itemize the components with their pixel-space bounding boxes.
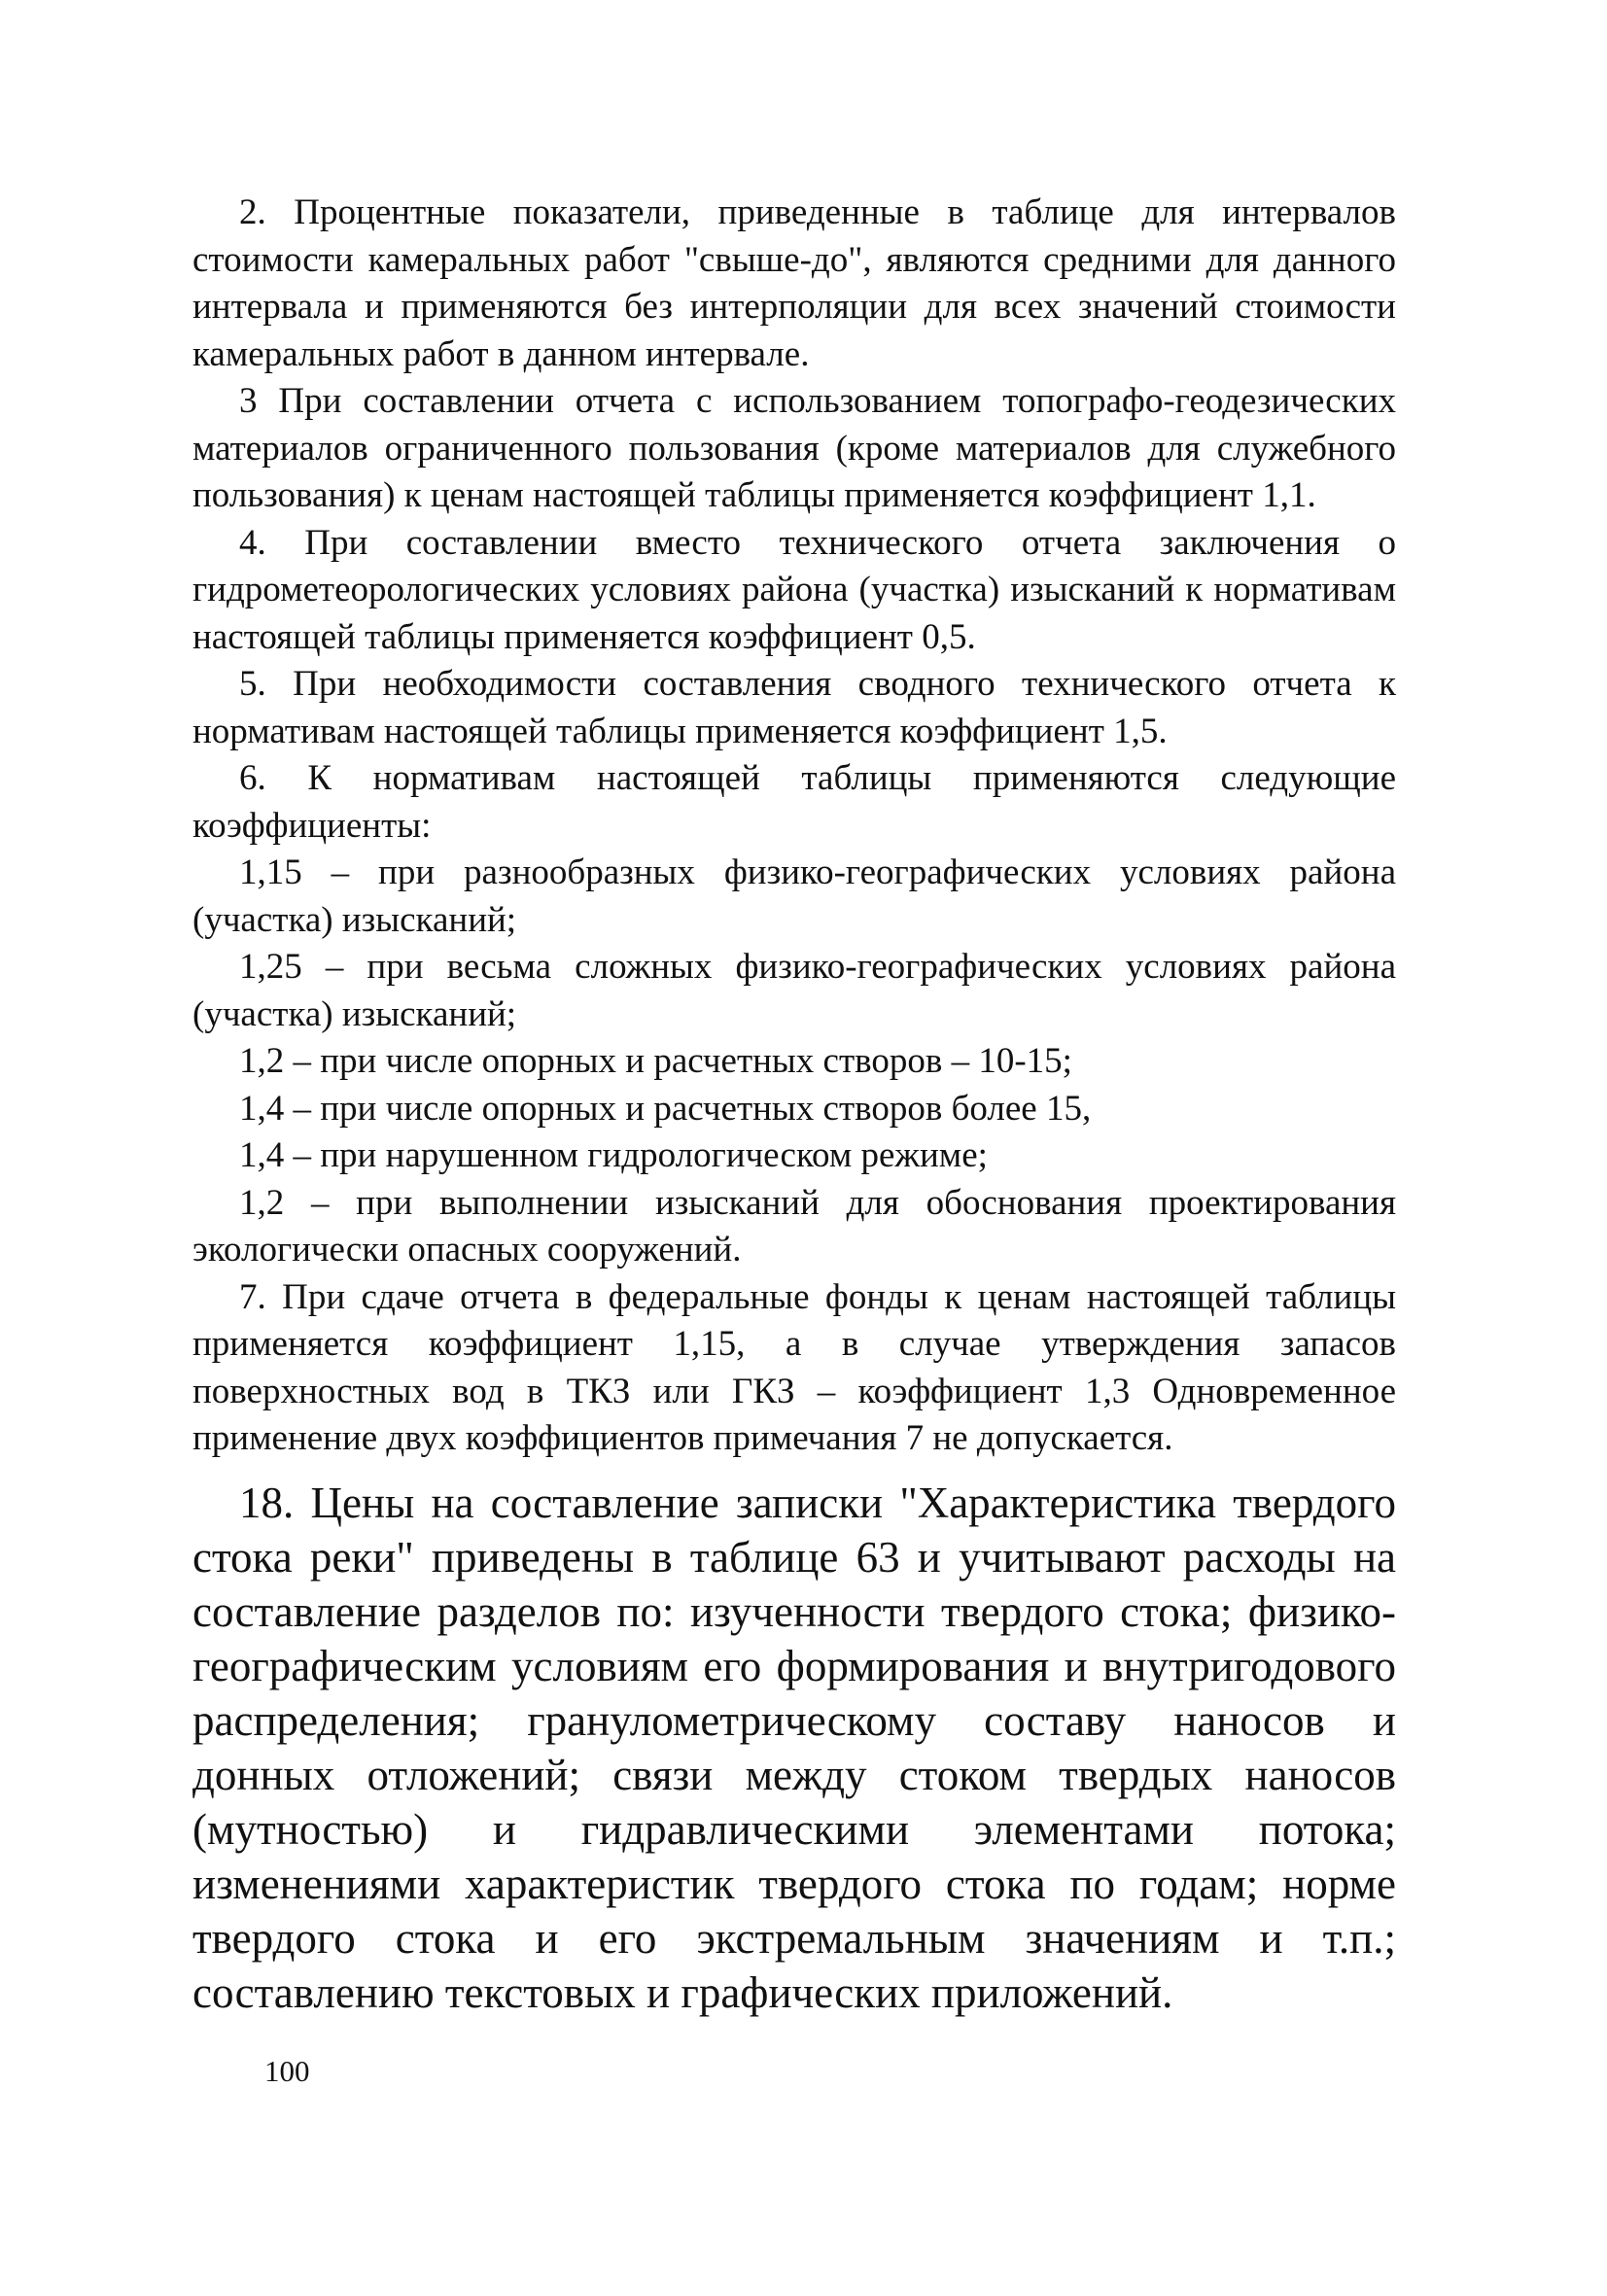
section-18	[192, 1476, 1396, 2020]
note-6-coefficient-4: 1,4 – при числе опорных и расчетных створов более 15,	[239, 1088, 1092, 1129]
page-number: 100	[264, 2054, 310, 2088]
note-7: 7. При сдаче отчета в федеральные фонды к ценам настоящей таблицы применяется коэффициент 1,15, а в случае утверждения запасов поверхностных вод в ТКЗ или ГКЗ – коэффициент 1,3 Одновременное применение двух коэффициентов примечания 7 не допускается.	[192, 1276, 1396, 1458]
note-6: 6. К нормативам настоящей таблицы применяются следующие коэффициенты:	[192, 758, 1396, 846]
note-5: 5. При необходимости составления сводного технического отчета к нормативам настоящей таблицы применяется коэффициент 1,5.	[192, 664, 1396, 751]
table-notes	[192, 190, 1396, 1463]
note-6-coefficient-6: 1,2 – при выполнении изысканий для обоснования проектирования экологически опасных сооружений.	[192, 1182, 1396, 1270]
note-6-coefficient-5: 1,4 – при нарушенном гидрологическом режиме;	[239, 1135, 988, 1175]
note-6-coefficient-3: 1,2 – при числе опорных и расчетных створов – 10-15;	[239, 1041, 1072, 1081]
note-3: 3 При составлении отчета с использованием топографо-геодезических материалов ограниченного пользования (кроме материалов для служебного пользования) к ценам настоящей таблицы применяется коэффициент 1,1.	[192, 381, 1396, 515]
note-4: 4. При составлении вместо технического отчета заключения о гидрометеорологических условиях района (участка) изысканий к нормативам настоящей таблицы применяется коэффициент 0,5.	[192, 522, 1396, 657]
note-6-coefficient-1: 1,15 – при разнообразных физико-географических условиях района (участка) изысканий;	[192, 852, 1396, 940]
note-6-coefficient-2: 1,25 – при весьма сложных физико-географических условиях района (участка) изысканий;	[192, 947, 1396, 1034]
section-18-paragraph: 18. Цены на составление записки "Характеристика твердого стока реки" приведены в таблице 63 и учитывают расходы на составление разделов по: изученности твердого стока; физико-географическим условиям его формирования и внутригодового распределения; гранулометрическому составу наносов и донных отложений; связи между стоком твердых наносов (мутностью) и гидравлическими элементами потока; изменениями характеристик твердого стока по годам; норме твердого стока и его экстремальным значениям и т.п.; составлению текстовых и графических приложений.	[192, 1478, 1396, 2017]
note-2: 2. Процентные показатели, приведенные в таблице для интервалов стоимости камеральных работ "свыше-до", являются средними для данного интервала и применяются без интерполяции для всех значений стоимости камеральных работ в данном интервале.	[192, 192, 1396, 374]
